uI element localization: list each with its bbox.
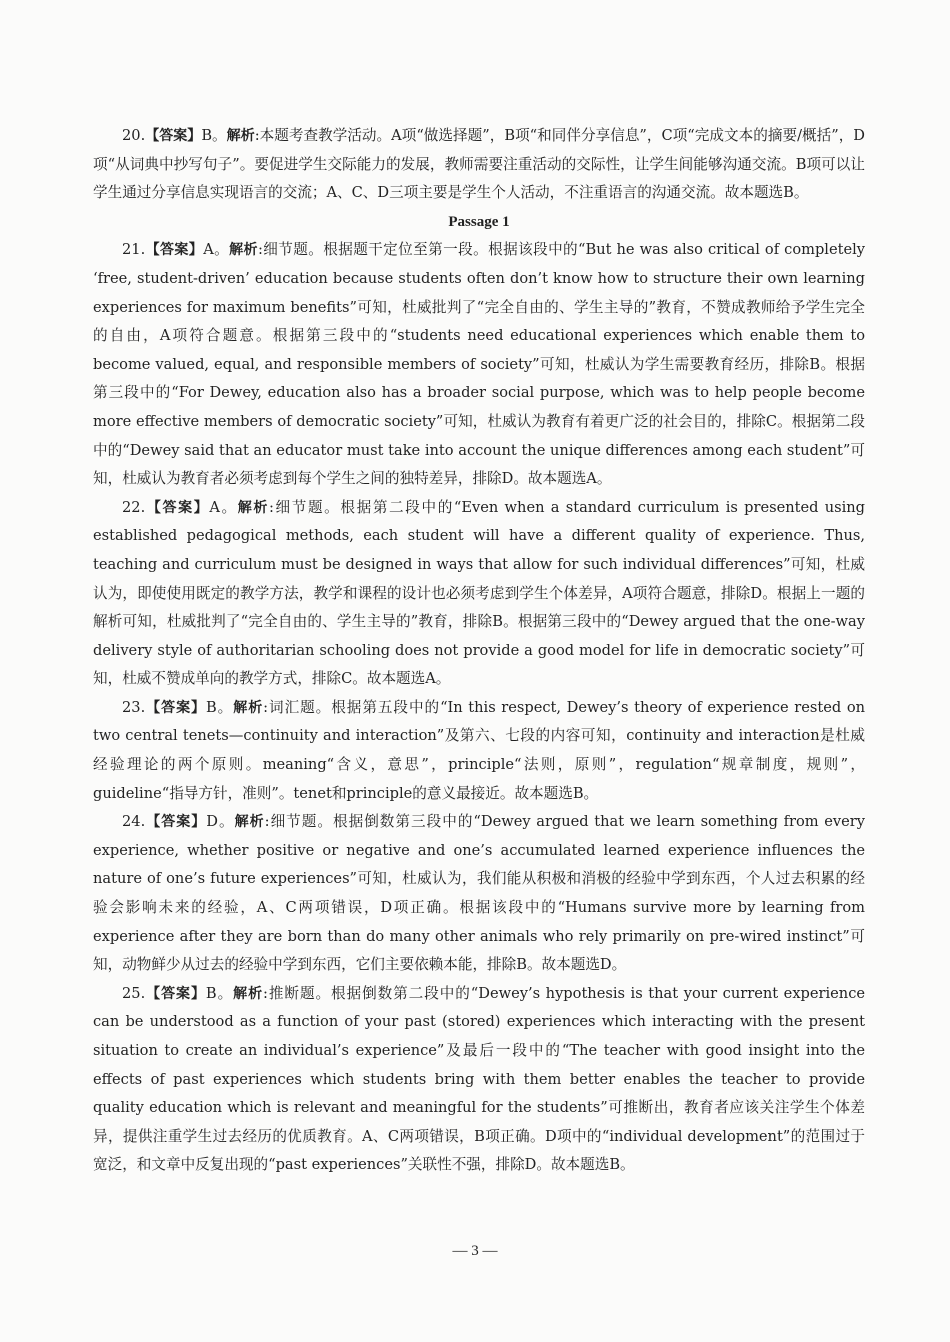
question-number: 25. xyxy=(122,984,146,1002)
answer-label: 【答案】 xyxy=(145,985,206,1002)
analysis-text: 词汇题。根据第五段中的“In this respect, Dewey’s theory of experience rested on two central tenets—continuity and interaction”及第六、七段的内容可知，continuity and interaction是杜威经验理论的两个原则。meaning“含义，意思”，principle“法则，原则”，regulation“规章制度，规则”，guideline“指导方针，准则”。tenet和principle的意义最接近。故本题选B。 xyxy=(93,698,866,802)
answer-label: 【答案】 xyxy=(145,242,204,259)
analysis-text: 本题考查教学活动。A项“做选择题”，B项“和同伴分享信息”，C项“完成文本的摘要/概括”，D项“从词典中抄写句子”。要促进学生交际能力的发展，教师需要注重活动的交际性，让学生间能够沟通交流。B项可以让学生通过分享信息实现语言的交流；A、C、D三项主要是学生个人活动，不注重语言的沟通交流。故本题选B。 xyxy=(93,127,866,202)
answer-choice: B。 xyxy=(206,698,234,716)
answer-item-24: 24.【答案】D。解析:细节题。根据倒数第三段中的“Dewey argued that we learn something from every experience, whether positive or negative and one’s accumulated learned experience influences the nature of one’s future experiences”可知，杜威认为，我们能从积极和消极的经验中学到东西，个人过去积累的经验会影响未来的经验，A、C两项错误，D项正确。根据该段中的“Humans survive more by learning from experience after they are born than do many other animals who rely primarily on pre-wired instinct”可知，动物鲜少从过去的经验中学到东西，它们主要依赖本能，排除B。故本题选D。 xyxy=(93,813,866,974)
answer-choice: B。 xyxy=(205,984,234,1002)
page-number: — 3 — xyxy=(452,1243,498,1259)
answer-choice: B。 xyxy=(201,127,227,144)
analysis-text: 细节题。根据题干定位至第一段。根据该段中的“But he was also critical of completely ‘free, student-driven’ education because students often don’t know how to structure their own learning experiences for maximum benefits”可知，杜威批判了“完全自由的、学生主导的”教育，不赞成教师给予学生完全的自由，A项符合题意。根据第三段中的“students need educational experiences which enable them to become valued, equal, and responsible members of society”可知，杜威认为学生需要教育经历，排除B。根据第三段中的“For Dewey, education also has a broader social purpose, which was to help people become more effective members of democratic society”可知，杜威认为教育有着更广泛的社会目的，排除C。根据第二段中的“Dewey said that an educator must take into account the unique differences among each student”可知，杜威认为教育者必须考虑到每个学生之间的独特差异，排除D。故本题选A。 xyxy=(93,241,865,488)
answer-choice: A。 xyxy=(203,241,230,259)
analysis-label: 解析 xyxy=(229,242,258,259)
answer-label: 【答案】 xyxy=(145,814,207,831)
answer-item-21: 21.【答案】A。解析:细节题。根据题干定位至第一段。根据该段中的“But he was also critical of completely ‘free, student-driven’ education because students often don’t know how to structure their own learning experiences for maximum benefits”可知，杜威批判了“完全自由的、学生主导的”教育，不赞成教师给予学生完全的自由，A项符合题意。根据第三段中的“students need educational experiences which enable them to become valued, equal, and responsible members of society”可知，杜威认为学生需要教育经历，排除B。根据第三段中的“For Dewey, education also has a broader social purpose, which was to help people become more effective members of democratic society”可知，杜威认为教育有着更广泛的社会目的，排除C。根据第二段中的“Dewey said that an educator must take into account the unique differences among each student”可知，杜威认为教育者必须考虑到每个学生之间的独特差异，排除D。故本题选A。 xyxy=(93,241,865,488)
analysis-label: 解析 xyxy=(233,699,264,716)
answer-label: 【答案】 xyxy=(145,499,210,516)
analysis-label: 解析 xyxy=(237,499,269,516)
analysis-text: 推断题。根据倒数第二段中的“Dewey’s hypothesis is that your current experience can be understood as a function of your past (stored) experiences which interacting with the present situation to create an individual’s experience”及最后一段中的“The teacher with good insight into the effects of past experiences which students bring with them better enables the teacher to provide quality education which is relevant and meaningful for the students”可推断出，教育者应该关注学生个体差异，提供注重学生过去经历的优质教育。A、C两项错误，B项正确。D项中的“individual development”的范围过于宽泛，和文章中反复出现的“past experiences”关联性不强，排除D。故本题选B。 xyxy=(93,984,866,1174)
answer-item-22: 22.【答案】A。解析:细节题。根据第二段中的“Even when a standard curriculum is presented using established pedagogical methods, each student will have a different quality of experience. Thus, teaching and curriculum must be designed in ways that allow for such individual differences”可知，杜威认为，即使使用既定的教学方法，教学和课程的设计也必须考虑到学生个体差异，A项符合题意，排除D。根据上一题的解析可知，杜威批判了“完全自由的、学生主导的”教育，排除B。根据第三段中的“Dewey argued that the one-way delivery style of authoritarian schooling does not provide a good model for life in democratic society”可知，杜威不赞成单向的教学方式，排除C。故本题选A。 xyxy=(93,498,866,688)
analysis-label: 解析 xyxy=(234,814,265,831)
question-number: 21. xyxy=(122,241,146,259)
answer-item-20: 20.【答案】B。解析:本题考查教学活动。A项“做选择题”，B项“和同伴分享信息”，C项“完成文本的摘要/概括”，D项“从词典中抄写句子”。要促进学生交际能力的发展，教师需要注重活动的交际性，让学生间能够沟通交流。B项可以让学生通过分享信息实现语言的交流；A、C、D三项主要是学生个人活动，不注重语言的沟通交流。故本题选B。 xyxy=(93,127,866,202)
question-number: 22. xyxy=(122,498,146,516)
question-number: 24. xyxy=(122,813,146,831)
question-number: 20. xyxy=(122,127,146,144)
analysis-label: 解析 xyxy=(233,985,264,1002)
answer-item-23: 23.【答案】B。解析:词汇题。根据第五段中的“In this respect, Dewey’s theory of experience rested on two central tenets—continuity and interaction”及第六、七段的内容可知，continuity and interaction是杜威经验理论的两个原则。meaning“含义，意思”，principle“法则，原则”，regulation“规章制度，规则”，guideline“指导方针，准则”。tenet和principle的意义最接近。故本题选B。 xyxy=(93,698,866,802)
answer-choice: A。 xyxy=(209,498,238,516)
passage-title: Passage 1 xyxy=(448,213,510,230)
analysis-text: 细节题。根据第二段中的“Even when a standard curriculum is presented using established pedagogical methods, each student will have a different quality of experience. Thus, teaching and curriculum must be designed in ways that allow for such individual differences”可知，杜威认为，即使使用既定的教学方法，教学和课程的设计也必须考虑到学生个体差异，A项符合题意，排除D。根据上一题的解析可知，杜威批判了“完全自由的、学生主导的”教育，排除B。根据第三段中的“Dewey argued that the one-way delivery style of authoritarian schooling does not provide a good model for life in democratic society”可知，杜威不赞成单向的教学方式，排除C。故本题选A。 xyxy=(93,498,866,688)
analysis-label: 解析 xyxy=(226,128,255,144)
answer-choice: D。 xyxy=(206,813,235,831)
question-number: 23. xyxy=(122,698,146,716)
answer-label: 【答案】 xyxy=(145,699,206,716)
answer-explanations xyxy=(93,122,865,1180)
answer-label: 【答案】 xyxy=(145,128,202,144)
answer-item-25: 25.【答案】B。解析:推断题。根据倒数第二段中的“Dewey’s hypothesis is that your current experience can be understood as a function of your past (stored) experiences which interacting with the present situation to create an individual’s experience”及最后一段中的“The teacher with good insight into the effects of past experiences which students bring with them better enables the teacher to provide quality education which is relevant and meaningful for the students”可推断出，教育者应该关注学生个体差异，提供注重学生过去经历的优质教育。A、C两项错误，B项正确。D项中的“individual development”的范围过于宽泛，和文章中反复出现的“past experiences”关联性不强，排除D。故本题选B。 xyxy=(93,984,866,1174)
analysis-text: 细节题。根据倒数第三段中的“Dewey argued that we learn something from every experience, whether positive or negative and one’s accumulated learned experience influences the nature of one’s future experiences”可知，杜威认为，我们能从积极和消极的经验中学到东西，个人过去积累的经验会影响未来的经验，A、C两项错误，D项正确。根据该段中的“Humans survive more by learning from experience after they are born than do many other animals who rely primarily on pre-wired instinct”可知，动物鲜少从过去的经验中学到东西，它们主要依赖本能，排除B。故本题选D。 xyxy=(93,813,866,974)
